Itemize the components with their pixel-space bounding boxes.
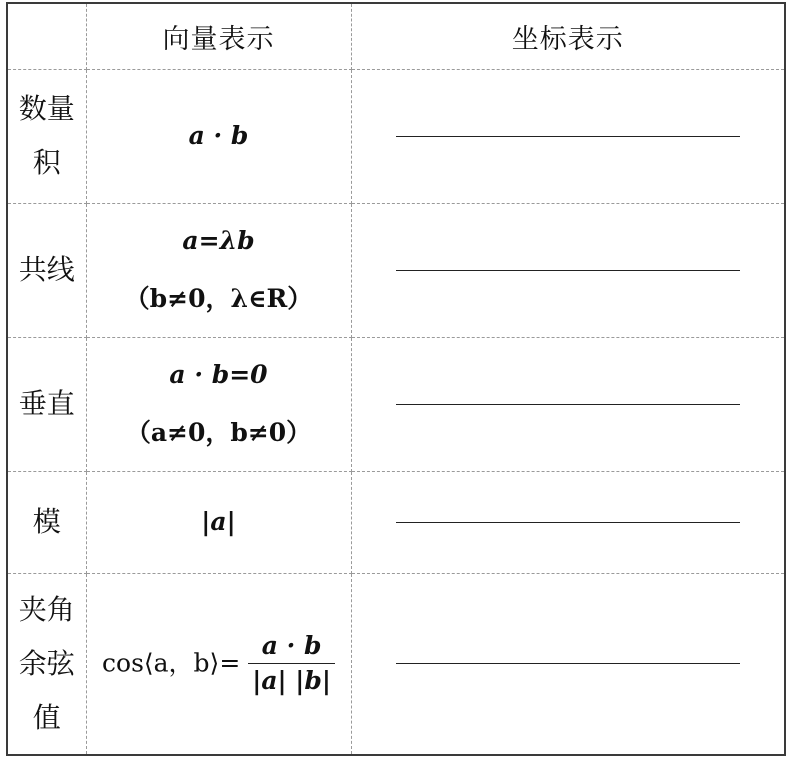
vector-condition: （b≠0，λ∈R） bbox=[124, 284, 313, 313]
row-label-dot-product bbox=[7, 69, 86, 203]
coordinate-answer-cell[interactable] bbox=[351, 69, 785, 203]
vector-form-magnitude bbox=[86, 471, 351, 573]
table-row-collinear bbox=[7, 203, 785, 337]
coordinate-answer-cell[interactable] bbox=[351, 573, 785, 755]
vector-coordinate-table bbox=[6, 2, 786, 756]
row-label-line: 数量 bbox=[18, 92, 75, 125]
answer-blank-line[interactable] bbox=[396, 136, 740, 137]
row-label-line: 模 bbox=[32, 505, 61, 538]
row-label-magnitude bbox=[7, 471, 86, 573]
coordinate-answer-cell[interactable] bbox=[351, 337, 785, 471]
row-label-line: 积 bbox=[32, 146, 61, 179]
header-coordinate-representation: 坐标表示 bbox=[351, 3, 785, 69]
answer-blank-line[interactable] bbox=[396, 663, 740, 664]
answer-blank-line[interactable] bbox=[396, 270, 740, 271]
vector-expression: a · b bbox=[188, 121, 249, 150]
vector-form-perpendicular bbox=[86, 337, 351, 471]
row-label-line: 余弦 bbox=[18, 646, 75, 680]
fraction-denominator: |a| |b| bbox=[252, 666, 331, 696]
vector-expression: |a| bbox=[201, 507, 236, 536]
row-label-line: 夹角 bbox=[18, 592, 75, 626]
answer-blank-line[interactable] bbox=[396, 404, 740, 405]
table-row-angle-cosine bbox=[7, 573, 785, 755]
row-label-angle-cosine bbox=[7, 573, 86, 755]
header-vector-representation: 向量表示 bbox=[86, 3, 351, 69]
corner-cell bbox=[7, 3, 86, 69]
row-label-line: 共线 bbox=[18, 253, 75, 286]
coordinate-answer-cell[interactable] bbox=[351, 471, 785, 573]
vector-expression: a=λb bbox=[182, 226, 255, 255]
vector-form-angle-cosine bbox=[86, 573, 351, 755]
cosine-fraction bbox=[248, 631, 335, 696]
vector-form-dot-product bbox=[86, 69, 351, 203]
vector-form-collinear bbox=[86, 203, 351, 337]
cosine-prefix: cos⟨a，b⟩= bbox=[102, 648, 241, 678]
row-label-collinear bbox=[7, 203, 86, 337]
row-label-perpendicular bbox=[7, 337, 86, 471]
row-label-line: 值 bbox=[32, 700, 61, 734]
table-row-perpendicular bbox=[7, 337, 785, 471]
coordinate-answer-cell[interactable] bbox=[351, 203, 785, 337]
vector-condition: （a≠0，b≠0） bbox=[125, 418, 312, 447]
table-row-dot-product bbox=[7, 69, 785, 203]
row-label-line: 垂直 bbox=[18, 387, 75, 420]
fraction-numerator: a · b bbox=[248, 631, 335, 664]
vector-expression: a · b=0 bbox=[169, 360, 268, 389]
answer-blank-line[interactable] bbox=[396, 522, 740, 523]
table-row-magnitude bbox=[7, 471, 785, 573]
header-row bbox=[7, 3, 785, 69]
